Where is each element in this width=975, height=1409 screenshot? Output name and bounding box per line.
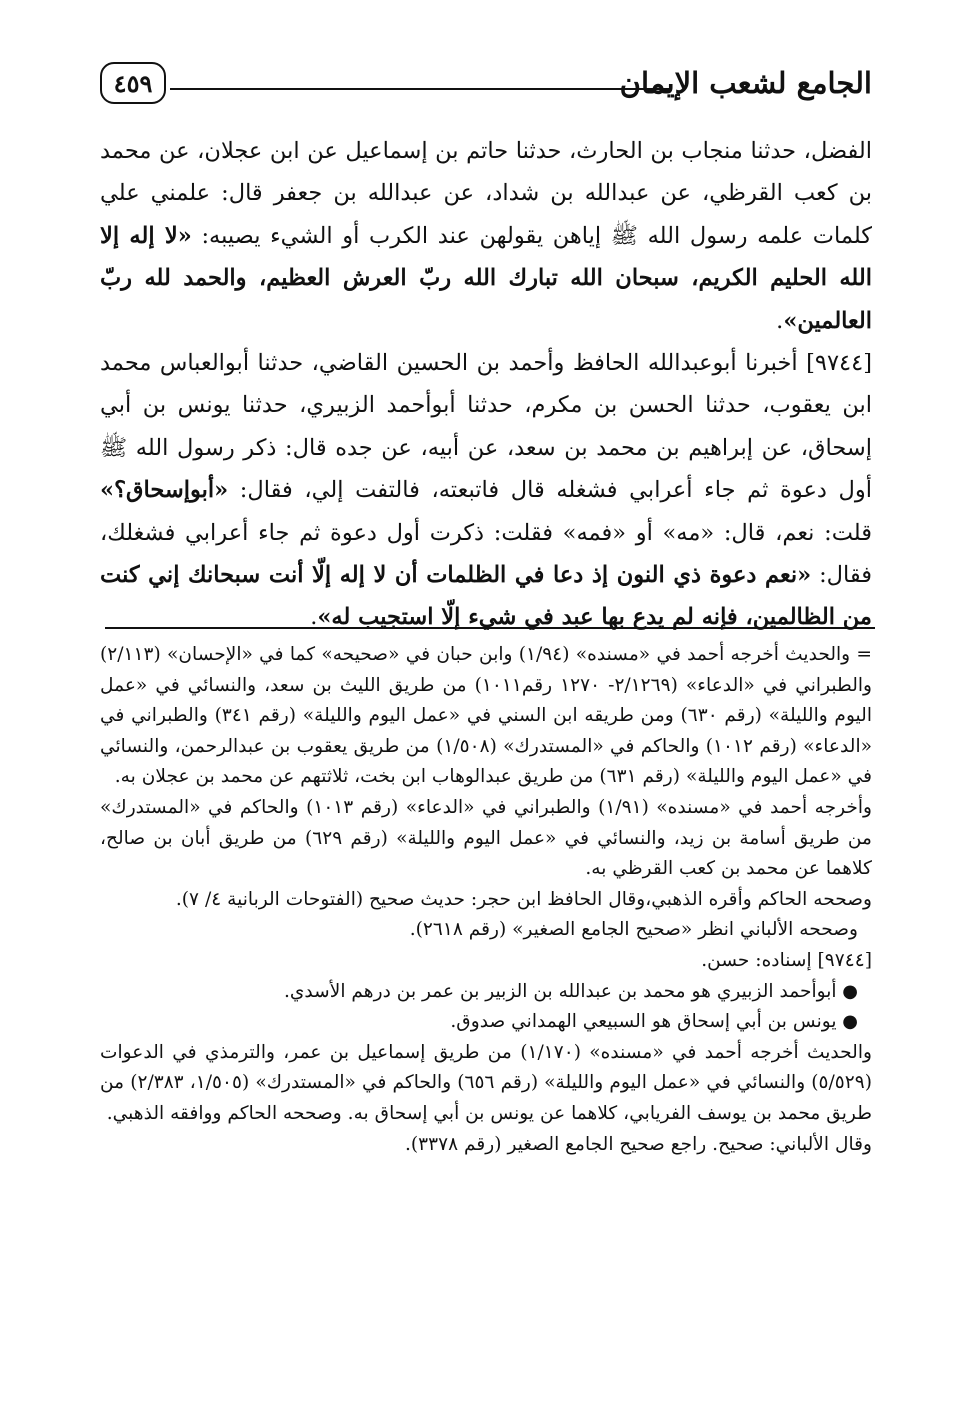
bullet-2-text: يونس بن أبي إسحاق هو السبيعي الهمداني صدوق. (450, 1011, 837, 1033)
footnote-takhrij-2: وأخرجه أحمد في «مسنده» (١/٩١) والطبراني في «الدعاء» (رقم ١٠١٣) والحاكم في «المستدرك» من طريق أسامة بن زيد، والنسائي في «عمل اليوم والليلة» (رقم ٦٢٩) من طريق أبان بن صالح، كلاهما عن محمد بن كعب القرظي به. (100, 796, 872, 880)
bullet-icon: ● (836, 980, 858, 1002)
footnote-isnad-heading: [٩٧٤٤] إسناده: حسن. (701, 949, 872, 971)
footnote-takhrij-1: = والحديث أخرجه أحمد في «مسنده» (١/٩٤) وابن حبان في «صحيحه» كما في «الإحسان» (٢/١١٣) والطبراني في «الدعاء» (٢/١٢٦٩- ١٢٧٠ رقم١٠١١) من طريق الليث بن سعد، والنسائي في «عمل اليوم والليلة» (رقم ٦٣٠) ومن طريقه ابن السني في «عمل اليوم والليلة» (رقم ٣٤١) والطبراني في «الدعاء» (رقم ١٠١٢) والحاكم في «المستدرك» (١/٥٠٨) من طريق يعقوب بن عبدالرحمن، والنسائي في «عمل اليوم والليلة» (رقم ٦٣١) من طريق عبدالوهاب ابن بخت، ثلاثتهم عن محمد بن عجلان به. (100, 644, 873, 788)
header-rule (170, 88, 672, 90)
footnote-bullet-2 (100, 1007, 872, 1038)
paragraph-hadith-9744 (100, 342, 872, 639)
bullet-icon: ● (836, 1011, 858, 1033)
footnote-grading-1: وصححه الحاكم وأقره الذهبي،وقال الحافظ ابن حجر: حديث صحيح (الفتوحات الربانية ٤/ ٧). (175, 888, 872, 910)
page-number: ٤٥٩ (100, 62, 166, 104)
page-header (100, 62, 872, 114)
footnotes (100, 640, 872, 1160)
hadith-1-text: الفضل، حدثنا منجاب بن الحارث، حدثنا حاتم بن إسماعيل عن ابن عجلان، عن محمد بن كعب القرظي، عن عبدالله بن شداد، عن عبدالله بن جعفر قال: علمني علي كلمات علمه رسول الله ﷺ إياهن يقولهن عند الكرب أو الشيء يصيبه: (100, 138, 872, 249)
running-title: الجامع لشعب الإيمان (619, 66, 872, 100)
paragraph-hadith-1 (100, 130, 872, 342)
footnote-albani: وقال الألباني: صحيح. راجع صحيح الجامع الصغير (رقم ٣٣٧٨). (405, 1133, 872, 1155)
footnote-bullet-1 (100, 977, 872, 1008)
hadith-9744-text-b: قلت: نعم، قال: «مه» أو «فمه» فقلت: ذكرت أول دعوة ثم جاء أعرابي فشغلك، فقال: (100, 519, 872, 589)
footnote-separator (105, 627, 875, 629)
footnote-takhrij-3: والحديث أخرجه أحمد في «مسنده» (١/١٧٠) من طريق إسماعيل بن عمر، والترمذي في الدعوات (٥/٥٢٩) والنسائي في «عمل اليوم والليلة» (رقم ٦٥٦) والحاكم في «المستدرك» (١/٥٠٥، ٢/٣٨٣) من طريق محمد بن يوسف الفريابي، كلاهما عن يونس بن أبي إسحاق به. وصححه الحاكم ووافقه الذهبي. (100, 1041, 872, 1124)
bullet-1-text: أبوأحمد الزبيري هو محمد بن عبدالله بن الزبير بن عمر بن درهم الأسدي. (283, 980, 837, 1002)
hadith-9744-quote-1: «أبوإسحاق؟» (100, 477, 229, 504)
main-text (100, 130, 872, 639)
hadith-1-end: . (776, 307, 784, 334)
hadith-9744-end: . (310, 604, 318, 631)
hadith-1-quote: «لا إله إلا الله الحليم الكريم، سبحان الله تبارك الله ربّ العرش العظيم، والحمد لله ربّ العالمين» (100, 222, 872, 334)
footnote-grading-2: وصححه الألباني انظر «صحيح الجامع الصغير» (رقم ٢٦١٨). (409, 919, 858, 941)
hadith-9744-quote-2: «نعم دعوة ذي النون إذ دعا في الظلمات أن لا إله إلّا أنت سبحانك إني كنت من الظالمين، فإنه لم يدع بها عبد في شيء إلّا استجيب له» (100, 562, 872, 631)
hadith-9744-text-a: [٩٧٤٤] أخبرنا أبوعبدالله الحافظ وأحمد بن الحسين القاضي، حدثنا أبوالعباس محمد ابن يعقوب، حدثنا الحسن بن مكرم، حدثنا أبوأحمد الزبيري، حدثنا يونس بن أبي إسحاق، عن إبراهيم بن محمد بن سعد، عن أبيه، عن جده قال: ذكر رسول الله ﷺ أول دعوة ثم جاء أعرابي فشغله قال فاتبعته، فالتفت إلي، فقال: (100, 350, 872, 504)
